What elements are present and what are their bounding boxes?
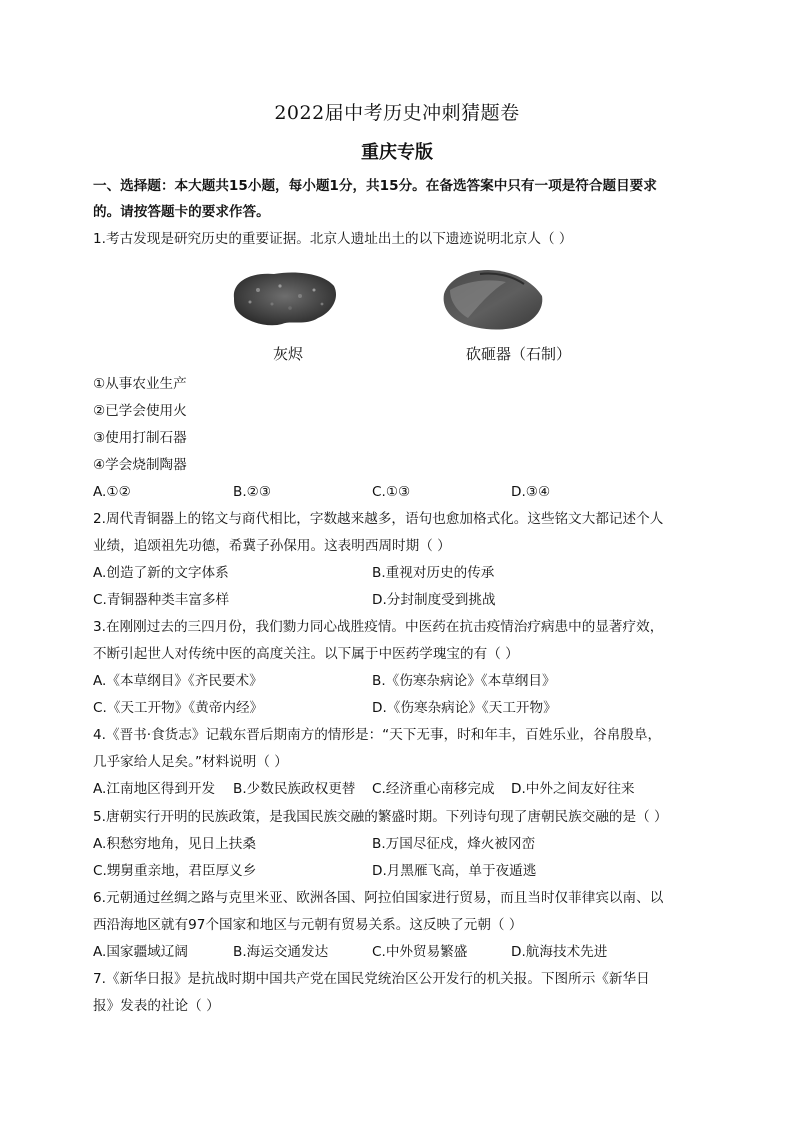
q2-option-c: C.青铜器种类丰富多样 bbox=[93, 592, 230, 608]
q4-stem-line2: 几乎家给人足矣。”材料说明（ ） bbox=[93, 754, 288, 770]
q4-stem-line1: 4.《晋书·食货志》记载东晋后期南方的情形是：“天下无事，时和年丰，百姓乐业，谷帛殷阜， bbox=[93, 727, 662, 743]
q1-option-a: A.①② bbox=[93, 484, 131, 500]
q4-option-a: A.江南地区得到开发 bbox=[93, 781, 216, 797]
q5-option-c: C.甥舅重亲地，君臣厚义乡 bbox=[93, 863, 257, 879]
exam-title: 2022届中考历史冲刺猜题卷 bbox=[274, 102, 520, 124]
q7-stem-line1: 7.《新华日报》是抗战时期中国共产党在国民党统治区公开发行的机关报。下图所示《新华日 bbox=[93, 971, 650, 987]
q3-option-c: C.《天工开物》《黄帝内经》 bbox=[93, 700, 264, 716]
section-instruction-line1: 一、选择题：本大题共15小题，每小题1分，共15分。在备选答案中只有一项是符合题目要求 bbox=[93, 178, 657, 194]
q7-stem-line2: 报》发表的社论（ ） bbox=[93, 998, 220, 1014]
q1-item-1: ①从事农业生产 bbox=[93, 376, 187, 392]
figure-caption-chopper: 砍砸器（石制） bbox=[466, 345, 572, 363]
q1-option-c: C.①③ bbox=[372, 484, 411, 500]
q6-option-b: B.海运交通发达 bbox=[233, 944, 329, 960]
q6-option-c: C.中外贸易繁盛 bbox=[372, 944, 468, 960]
q1-item-2: ②已学会使用火 bbox=[93, 403, 187, 419]
q1-option-b: B.②③ bbox=[233, 484, 272, 500]
q3-option-b: B.《伤寒杂病论》《本草纲目》 bbox=[372, 673, 556, 689]
q1-stem: 1.考古发现是研究历史的重要证据。北京人遗址出土的以下遗迹说明北京人（ ） bbox=[93, 231, 573, 247]
q2-option-b: B.重视对历史的传承 bbox=[372, 565, 495, 581]
q6-option-d: D.航海技术先进 bbox=[511, 944, 608, 960]
q4-option-c: C.经济重心南移完成 bbox=[372, 781, 495, 797]
q6-stem-line1: 6.元朝通过丝绸之路与克里米亚、欧洲各国、阿拉伯国家进行贸易，而且当时仅菲律宾以南、以 bbox=[93, 890, 664, 906]
chopper-stone-image bbox=[440, 266, 546, 332]
q3-option-a: A.《本草纲目》《齐民要术》 bbox=[93, 673, 263, 689]
q5-option-a: A.积愁穷地角，见日上扶桑 bbox=[93, 836, 256, 852]
q3-stem-line1: 3.在刚刚过去的三四月份，我们勠力同心战胜疫情。中医药在抗击疫情治疗病患中的显著疗效， bbox=[93, 619, 664, 635]
q4-option-d: D.中外之间友好往来 bbox=[511, 781, 635, 797]
exam-subtitle: 重庆专版 bbox=[361, 142, 433, 163]
q1-item-3: ③使用打制石器 bbox=[93, 430, 187, 446]
q1-option-d: D.③④ bbox=[511, 484, 551, 500]
q5-option-b: B.万国尽征戍，烽火被冈峦 bbox=[372, 836, 536, 852]
q2-stem-line2: 业绩，追颂祖先功德，希冀子孙保用。这表明西周时期（ ） bbox=[93, 538, 451, 554]
q2-option-a: A.创造了新的文字体系 bbox=[93, 565, 229, 581]
q4-option-b: B.少数民族政权更替 bbox=[233, 781, 356, 797]
q6-option-a: A.国家疆域辽阔 bbox=[93, 944, 188, 960]
q3-option-d: D.《伤寒杂病论》《天工开物》 bbox=[372, 700, 557, 716]
q5-stem: 5.唐朝实行开明的民族政策，是我国民族交融的繁盛时期。下列诗句现了唐朝民族交融的是（ ） bbox=[93, 809, 668, 825]
figure-caption-ash: 灰烬 bbox=[273, 345, 304, 363]
q2-stem-line1: 2.周代青铜器上的铭文与商代相比，字数越来越多，语句也愈加格式化。这些铭文大都记述个人 bbox=[93, 511, 664, 527]
q1-item-4: ④学会烧制陶器 bbox=[93, 457, 187, 473]
ash-image bbox=[228, 268, 340, 330]
q3-stem-line2: 不断引起世人对传统中医的高度关注。以下属于中医药学瑰宝的有（ ） bbox=[93, 646, 519, 662]
q6-stem-line2: 西沿海地区就有97个国家和地区与元朝有贸易关系。这反映了元朝（ ） bbox=[93, 917, 523, 933]
q5-option-d: D.月黑雁飞高，单于夜遁逃 bbox=[372, 863, 537, 879]
q2-option-d: D.分封制度受到挑战 bbox=[372, 592, 496, 608]
section-instruction-line2: 的。请按答题卡的要求作答。 bbox=[93, 204, 270, 220]
